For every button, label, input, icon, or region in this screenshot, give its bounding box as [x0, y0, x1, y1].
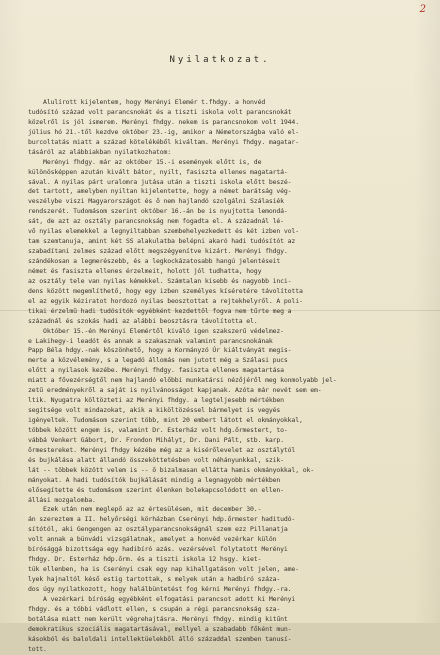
- body-line: őrmestereket. Merényi fhdgy kézébe még az a kisérőlevelet az osztálytól: [28, 445, 296, 454]
- body-line: veszélybe viszi Magyarországot és ő nem hajlandó szolgálni Szálasiék: [28, 197, 284, 206]
- body-line: dens között megemlíthető, hogy egy izben személyes kíséretére távolította: [28, 286, 303, 295]
- body-line: án szereztem a II. helyőrségi körházban Cserényi hdp.őrmester haditudó-: [28, 515, 296, 524]
- body-line: A vezérkari bíróság egyébként elfogatási parancsot adott ki Merényi: [28, 594, 296, 603]
- body-line: kásokból és baloldali intellektüelekből álló századdal szemben tanusí-: [28, 634, 292, 643]
- body-line: tikai érzelmű hadi tudósítók egyébként kezdettől fogva nem tűrte meg a: [28, 306, 292, 315]
- body-line: lát -- többek között velem is -- ő bizalmasan ellátta hamis okmányokkal, ok-: [28, 465, 315, 474]
- body-line: különösképpen azután kivált bátor, nyilt, fasiszta ellenes magatartá-: [28, 167, 288, 176]
- body-line: vábbá Venkert Gábort, Dr. Frondon Mihályt, Dr. Dani Pált, stb. karp.: [28, 435, 284, 444]
- body-line: vő nyilas elemekkel a legnyiltabban szembehelyezkedett és két izben vol-: [28, 227, 299, 236]
- body-line: mányokat. A hadi tudósítók bujkálását mindig a legnagyobb mértékben: [28, 475, 281, 484]
- page-number: 2: [419, 4, 426, 15]
- body-line: bírósággá bizottsága egy hadibíró azás. vezérsével folytatott Merényi: [28, 545, 288, 554]
- body-line: demokratikus szociális magatartásával, mellyel a szabadabb főként mun-: [28, 624, 292, 633]
- body-line: burcoltatás miatt a század kötelékéből kiváltam. Merényi fhdgy. magatar-: [28, 137, 299, 146]
- body-line: dos úgy nyilatkozott, hogy halálbüntetést fog kérni Merényi fhdgy.-ra.: [28, 584, 292, 593]
- body-line: Papp Béla hdgy.-nak köszönhető, hogy a Kormányzó Úr kiáltványát megis-: [28, 346, 292, 355]
- body-line: segítsége volt mindazokat, akik a kiköltözéssel bármelyet is vegyés: [28, 406, 281, 415]
- body-line: szándékosan a legmerészebb, és a legkockázatosabb hangú jelentéseit: [28, 257, 281, 265]
- body-line: fhdgy. Dr. Esterház hdp.őrm. és a tiszti iskola 12 hsgy. kiet-: [28, 555, 262, 564]
- body-line: Október 15.-én Merényi Elemértől kiváló igen szakszerű védelmez-: [28, 326, 284, 335]
- body-line: det tartott, amelyben nyiltan kijelentette, hogy a német barátság vég-: [28, 187, 292, 196]
- body-line: lyek hajnaltól késő estig tartottak, s melyek után a hadbíró száza-: [28, 575, 281, 583]
- body-line: előtt a nyilasok kezébe. Merényi fhdgy. fasiszta ellenes magatartása: [28, 366, 284, 375]
- body-line: botálása miatt nem került végrehajtásra. Merényi fhdgy. mindig kitűnt: [28, 614, 288, 623]
- body-line: zetű eredményekről a saját is nyilvánosságot kapjanak. Azóta már nevét sem em-: [28, 386, 322, 395]
- body-line: tük ellenben, ha is Cserényi csak egy nap kihallgatáson volt jelen, ame-: [28, 565, 299, 574]
- body-line: el az egyik kéziratot hordozó nyilas beosztottat a rejtekhelyről. A poli-: [28, 296, 303, 305]
- body-line: elősegítette és tudomásom szerint élenken bolekapcsolódott en ellen-: [28, 485, 284, 494]
- body-line: igényeltek. Tudomásom szerint több, mint 20 embert látott el okmányokkal,: [28, 416, 303, 424]
- body-line: közelről is jól ismerem. Merényi fhdgy. nekem is parancsnokom volt 1944.: [28, 117, 299, 126]
- body-line: tam szemtanuja, amint két SS alakulatba belépni akaró hadi tudósítót az: [28, 237, 296, 246]
- document-body: [28, 98, 426, 655]
- body-line: tásáról az alábbiakban nyilatkozhatom:: [28, 147, 172, 156]
- body-line: e Lakihegy-i leadót és annak a szakasznak valamint parancsnokának: [28, 336, 273, 345]
- body-line: július hó 21.-től kezdve október 23.-ig, amikor a Németországba való el-: [28, 127, 299, 136]
- body-line: Ezek után nem meglepő az az értesülésem, mit december 30.-: [28, 505, 262, 514]
- body-line: sával. A nyilas párt uralomra jutása után a tiszti iskola előtt beszé-: [28, 177, 292, 186]
- document-title: Nyilatkozat.: [169, 55, 271, 65]
- body-line: az osztály tele van nyilas kémekkel. Számtalan kisebb és nagyobb inci-: [28, 276, 292, 285]
- body-line: állási mozgalomba.: [28, 495, 96, 504]
- body-line: rendszerét. Tudomásom szerint október 16.-án be is nyujtotta lemondá-: [28, 207, 288, 216]
- body-line: szabadítani zelmes század előtt megszégyenítve kizárt. Merényi fhdgy.: [28, 247, 288, 256]
- body-line: német és fasiszta ellenes érzelmeit, holott jól tudhatta, hogy: [28, 266, 262, 275]
- body-line: és bujkálása alatt állandó összeköttetésben volt néhányunkkal, szik-: [28, 455, 284, 464]
- body-line: többek között engem is, valamint Dr. Esterház volt hdg.őrmestert, to-: [28, 425, 288, 434]
- body-line: miatt a fővezérségtől nem hajlandó előbbi munkatársi nézőjéről meg konmolyabb jel-: [28, 376, 337, 385]
- body-line: sát, de azt az osztály parancsnokság nem fogadta el. A századnál lé-: [28, 217, 284, 226]
- body-line: volt annak a bünvádi vizsgálatnak, amelyet a honvéd vezérkar külön: [28, 535, 277, 544]
- body-line: tott.: [28, 644, 47, 653]
- body-line: Alulírott kijelentem, hogy Merényi Elemér t.fhdgy. a honvéd: [28, 98, 266, 106]
- body-line: ltik. Nyugatra költözteti az Merényi fhdgy. a legteljesebb mértékben: [28, 396, 284, 405]
- body-line: tudósító század volt parancsnokát és a tiszti iskola volt parancsnokát: [28, 107, 292, 116]
- body-line: merte a közvélemény, s a legadó állomás nem jutott még a Szálasi pucs: [28, 356, 288, 365]
- body-line: Merényi fhdgy. már az október 15.-i események előtt is, de: [28, 157, 262, 166]
- body-line: fhdgy. és a többi vádlott ellen, s csupán a régi parancsnokság sza-: [28, 604, 281, 613]
- body-line: sítótól, aki Gengengen az osztályparancsnokságnál szem ezz Pillanatja: [28, 525, 288, 534]
- body-line: századnál és szokás hadi az alábbi beosztásra távolította el.: [28, 316, 258, 325]
